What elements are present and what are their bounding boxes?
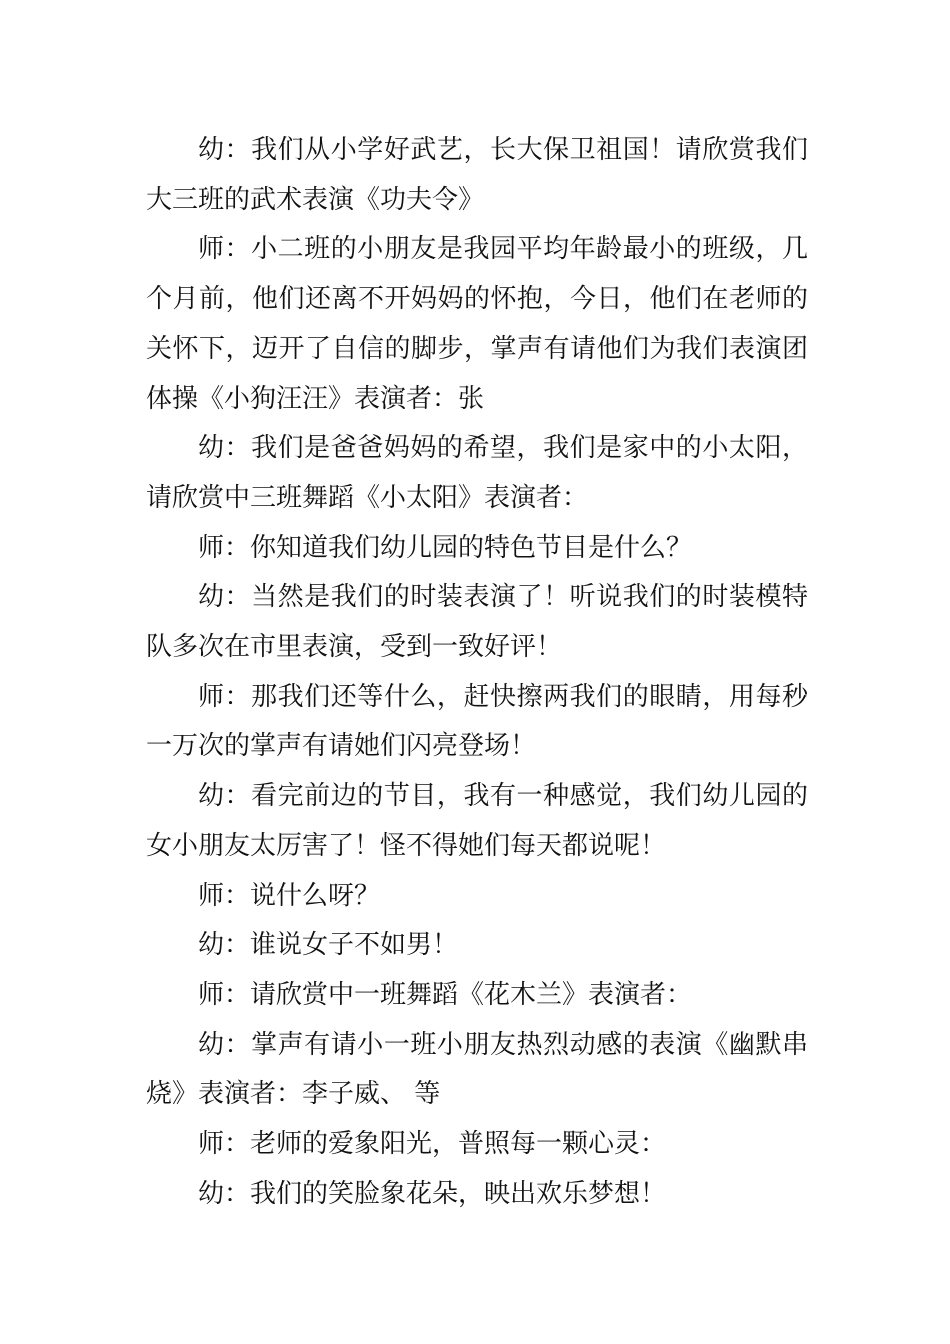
paragraph: 幼：我们从小学好武艺，长大保卫祖国！请欣赏我们大三班的武术表演《功夫令》 <box>146 135 808 215</box>
paragraph: 幼：当然是我们的时装表演了！听说我们的时装模特队多次在市里表演，受到一致好评！ <box>146 582 808 663</box>
document-body <box>146 126 808 1219</box>
paragraph: 师：你知道我们幼儿园的特色节目是什么？ <box>198 532 693 563</box>
paragraph: 幼：我们的笑脸象花朵，映出欢乐梦想！ <box>198 1178 667 1209</box>
paragraph: 幼：看完前边的节目，我有一种感觉，我们幼儿园的女小朋友太厉害了！怪不得她们每天都说呢！ <box>146 781 808 861</box>
paragraph: 师：小二班的小朋友是我园平均年龄最小的班级，几个月前，他们还离不开妈妈的怀抱，今日，他们在老师的关怀下，迈开了自信的脚步，掌声有请他们为我们表演团体操《小狗汪汪》表演者：张 <box>146 234 808 414</box>
paragraph: 师：请欣赏中一班舞蹈《花木兰》表演者： <box>198 979 693 1010</box>
paragraph: 师：老师的爱象阳光，普照每一颗心灵： <box>198 1129 667 1160</box>
paragraph: 师：说什么呀？ <box>198 880 381 911</box>
paragraph: 幼：谁说女子不如男！ <box>198 930 459 961</box>
paragraph: 幼：我们是爸爸妈妈的希望，我们是家中的小太阳，请欣赏中三班舞蹈《小太阳》表演者： <box>146 433 808 513</box>
paragraph: 幼：掌声有请小一班小朋友热烈动感的表演《幽默串烧》表演者：李子威、 等 <box>146 1029 808 1110</box>
paragraph: 师：那我们还等什么，赶快擦两我们的眼睛，用每秒一万次的掌声有请她们闪亮登场！ <box>146 681 808 762</box>
